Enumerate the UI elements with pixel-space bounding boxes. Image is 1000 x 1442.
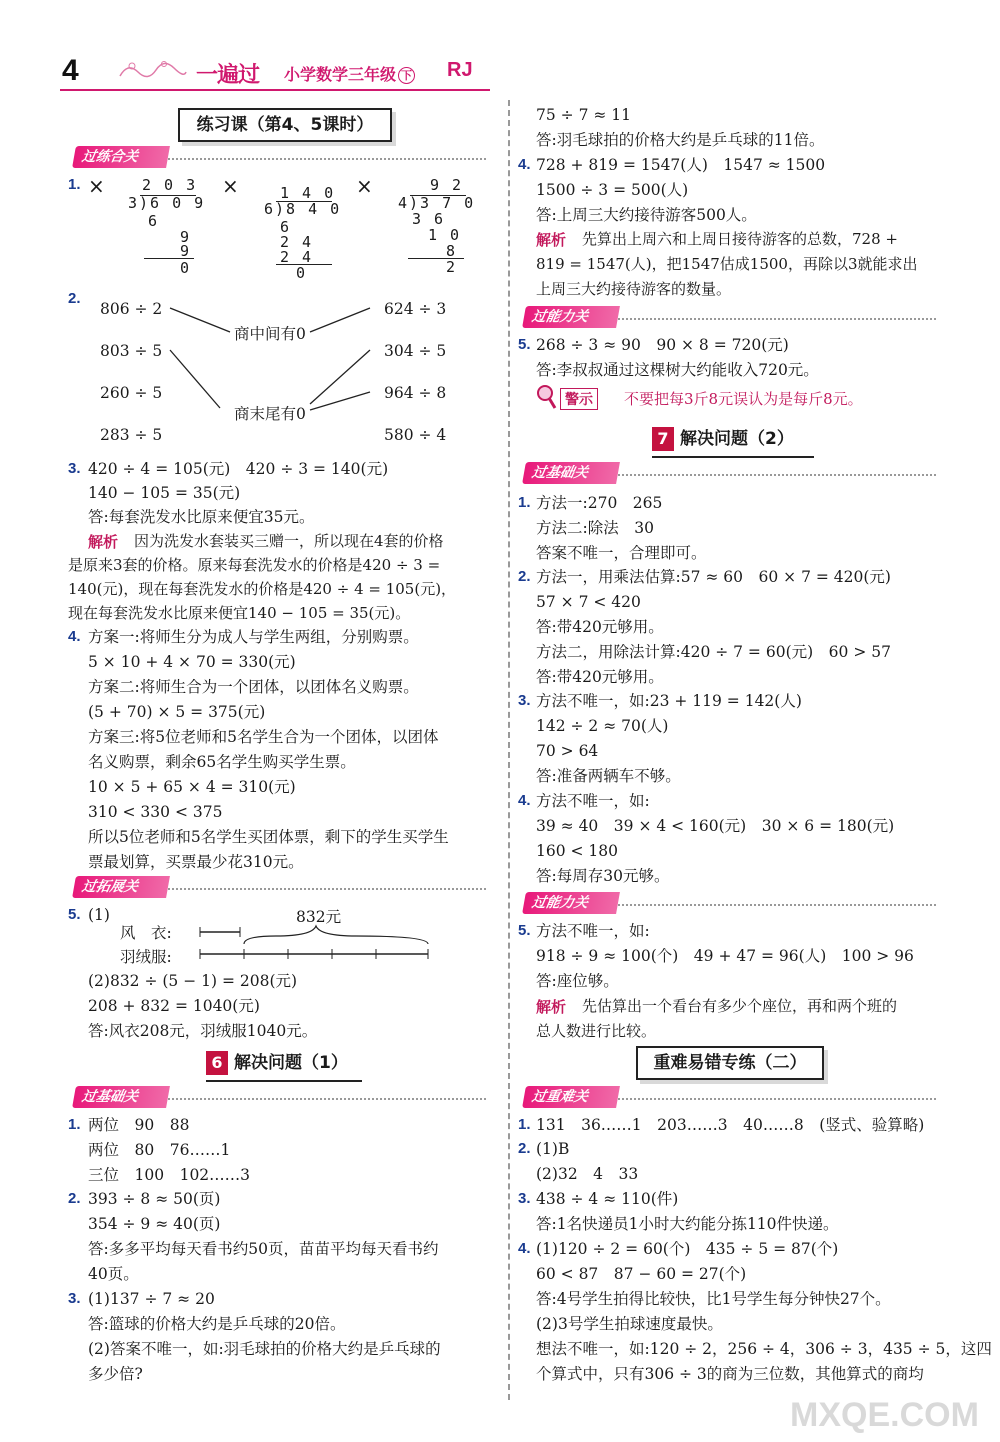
question-number: 3. <box>68 460 81 477</box>
question-number: 5. <box>518 922 531 939</box>
question-number: 4. <box>518 156 531 173</box>
division-step: 0 <box>180 259 192 277</box>
answer-line: (1) <box>88 906 110 924</box>
diagram-label: 羽绒服: <box>120 948 172 966</box>
answer-line: 方法二:除法 30 <box>536 519 654 537</box>
match-left-item: 806 ÷ 2 <box>100 300 163 318</box>
answer-line: 5 × 10 + 4 × 70 = 330(元) <box>88 653 296 671</box>
question-number: 2. <box>68 1190 81 1207</box>
answer-line: 答:带420元够用。 <box>536 668 664 686</box>
badge-basic: 过基础关 <box>72 1086 170 1108</box>
question-number: 4. <box>518 792 531 809</box>
analysis-label: 解析 <box>536 231 567 249</box>
division-step: 9 <box>180 228 192 246</box>
match-left-item: 283 ÷ 5 <box>100 426 163 444</box>
division-dividend: 3)6 0 9 <box>128 194 206 212</box>
answer-line: 60 < 87 87 − 60 = 27(个) <box>536 1265 747 1283</box>
division-bar <box>276 201 332 202</box>
answer-line: 名义购票，剩余65名学生购买学生票。 <box>88 753 356 771</box>
question-number: 1. <box>518 494 531 511</box>
match-category: 商中间有0 <box>234 325 306 343</box>
analysis-text: 先算出上周六和上周日接待游客的总数，728 + <box>582 230 898 248</box>
answer-line: 答:羽毛球拍的价格大约是乒乓球的11倍。 <box>536 131 825 149</box>
match-right-item: 304 ÷ 5 <box>384 342 447 360</box>
question-number: 2. <box>68 290 81 307</box>
question-number: 4. <box>68 628 81 645</box>
division-step: 6 <box>148 212 160 230</box>
answer-line: 答:座位够。 <box>536 972 619 990</box>
answer-line: 方案三:将5位老师和5名学生合为一个团体，以团体 <box>88 728 439 746</box>
answer-line: 答:4号学生拍得比较快，比1号学生每分钟快27个。 <box>536 1290 891 1308</box>
question-number: 5. <box>518 336 531 353</box>
answer-line: 268 ÷ 3 ≈ 90 90 × 8 = 720(元) <box>536 336 789 354</box>
answer-line: 208 + 832 = 1040(元) <box>88 997 260 1015</box>
question-number: 2. <box>518 568 531 585</box>
analysis-text: 总人数进行比较。 <box>536 1022 657 1040</box>
answer-line: 728 + 819 = 1547(人) 1547 ≈ 1500 <box>536 156 826 174</box>
question-number: 3. <box>518 692 531 709</box>
answer-line: 75 ÷ 7 ≈ 11 <box>536 106 631 124</box>
answer-line: 答:每周存30元够。 <box>536 867 670 885</box>
analysis-text: 是原来3套的价格。原来每套洗发水的价格是420 ÷ 3 = <box>68 556 441 574</box>
answer-line: 40页。 <box>88 1265 139 1283</box>
badge-ability: 过能力关 <box>522 892 620 914</box>
analysis-text: 上周三大约接待游客的数量。 <box>536 280 732 298</box>
answer-line: 1500 ÷ 3 = 500(人) <box>536 181 689 199</box>
wrong-mark-icon: × <box>88 174 105 198</box>
match-right-item: 580 ÷ 4 <box>384 426 447 444</box>
answer-line: 142 ÷ 2 ≈ 70(人) <box>536 717 669 735</box>
answer-line: 310 < 330 < 375 <box>88 803 223 821</box>
answer-line: 918 ÷ 9 ≈ 100(个) 49 + 47 = 96(人) 100 > 96 <box>536 947 914 965</box>
division-bar <box>140 195 196 196</box>
wrong-mark-icon: × <box>222 174 239 198</box>
answer-line: 方法二，用除法计算:420 ÷ 7 = 60(元) 60 > 57 <box>536 643 891 661</box>
division-quotient: 1 4 0 <box>280 184 336 202</box>
answer-line: 三位 100 102……3 <box>88 1166 251 1184</box>
section-rule <box>168 1098 486 1100</box>
answer-line: 160 < 180 <box>536 842 619 860</box>
badge-ability: 过能力关 <box>522 306 620 328</box>
brand-logo: 一遍过 <box>196 63 260 88</box>
match-left-item: 803 ÷ 5 <box>100 342 163 360</box>
header-rule <box>60 89 490 91</box>
division-step: 8 <box>446 242 458 260</box>
question-number: 3. <box>518 1190 531 1207</box>
question-number: 1. <box>68 176 81 193</box>
answer-line: 答:1名快递员1小时大约能分拣110件快递。 <box>536 1215 839 1233</box>
analysis-text: 先估算出一个看台有多少个座位，再和两个班的 <box>582 997 898 1015</box>
answer-line: 答:篮球的价格大约是乒乓球的20倍。 <box>88 1315 346 1333</box>
answer-line: 393 ÷ 8 ≈ 50(页) <box>88 1190 221 1208</box>
match-left-item: 260 ÷ 5 <box>100 384 163 402</box>
section-title-problem-2: 7 解决问题（2） <box>652 424 814 454</box>
match-right-item: 624 ÷ 3 <box>384 300 447 318</box>
division-quotient: 2 0 3 <box>142 176 198 194</box>
analysis-label: 解析 <box>88 533 119 551</box>
section-title-key-errors: 重难易错专练（二） <box>636 1046 824 1080</box>
answer-line: (1)120 ÷ 2 = 60(个) 435 ÷ 5 = 87(个) <box>536 1240 839 1258</box>
section-rule <box>618 474 936 476</box>
badge-practice: 过练合关 <box>72 146 170 168</box>
question-number: 3. <box>68 1290 81 1307</box>
answer-line: 答:准备两辆车不够。 <box>536 767 681 785</box>
answer-line: 答:多多平均每天看书约50页，苗苗平均每天看书约 <box>88 1240 439 1258</box>
magnifier-icon <box>536 384 558 410</box>
answer-line: 354 ÷ 9 ≈ 40(页) <box>88 1215 221 1233</box>
analysis-label: 解析 <box>536 998 567 1016</box>
division-step: 1 0 <box>428 226 462 244</box>
page-number: 4 <box>62 54 79 87</box>
warning-text: 不要把每3斤8元误认为是每斤8元。 <box>624 390 863 408</box>
section-rule <box>168 158 486 160</box>
warning-label: 警示 <box>560 388 598 410</box>
volume-badge: 下 <box>398 67 415 84</box>
decorative-swirl-icon <box>118 58 188 84</box>
answer-line: 140 − 105 = 35(元) <box>88 484 241 502</box>
answer-line: (1)B <box>536 1140 570 1158</box>
answer-line: 57 × 7 < 420 <box>536 593 641 611</box>
answer-line: (2)32 4 33 <box>536 1165 639 1183</box>
answer-line: 票最划算，买票最少花310元。 <box>88 853 304 871</box>
line-segment-diagram <box>196 920 436 960</box>
edition-label: RJ <box>447 59 473 81</box>
section-rule <box>168 888 486 890</box>
answer-line: 方案二:将师生合为一个团体，以团体名义购票。 <box>88 678 419 696</box>
badge-extension: 过拓展关 <box>72 876 170 898</box>
answer-line: (1)137 ÷ 7 ≈ 20 <box>88 1290 215 1308</box>
section-rule <box>618 318 936 320</box>
diagram-label: 风 衣: <box>120 924 172 942</box>
division-step: 2 4 <box>280 248 314 266</box>
answer-line: 方法一:270 265 <box>536 494 663 512</box>
answer-line: 438 ÷ 4 ≈ 110(件) <box>536 1190 679 1208</box>
question-number: 1. <box>518 1116 531 1133</box>
section-title-practice: 练习课（第4、5课时） <box>178 108 392 142</box>
question-number: 5. <box>68 906 81 923</box>
match-right-item: 964 ÷ 8 <box>384 384 447 402</box>
question-number: 1. <box>68 1116 81 1133</box>
answer-line: 10 × 5 + 65 × 4 = 310(元) <box>88 778 296 796</box>
answer-line: (5 + 70) × 5 = 375(元) <box>88 703 266 721</box>
division-dividend: 4)3 7 0 <box>398 194 476 212</box>
answer-line: 方法一，用乘法估算:57 ≈ 60 60 × 7 = 420(元) <box>536 568 891 586</box>
answer-line: (2)3号学生拍球速度最快。 <box>536 1315 723 1333</box>
answer-line: 420 ÷ 4 = 105(元) 420 ÷ 3 = 140(元) <box>88 460 389 478</box>
analysis-text: 现在每套洗发水比原来便宜140 − 105 = 35(元)。 <box>68 604 411 622</box>
question-number: 2. <box>518 1140 531 1157</box>
answer-line: 方法不唯一，如: <box>536 922 650 940</box>
analysis-text: 819 = 1547(人)，把1547估成1500，再除以3就能求出 <box>536 255 918 273</box>
badge-basic: 过基础关 <box>522 462 620 484</box>
watermark: MXQE.COM <box>790 1396 979 1434</box>
wrong-mark-icon: × <box>356 174 373 198</box>
answer-line: 70 > 64 <box>536 742 599 760</box>
answer-line: 想法不唯一，如:120 ÷ 2，256 ÷ 4，306 ÷ 3，435 ÷ 5，这四 <box>536 1340 992 1358</box>
header-title: 小学数学三年级 下 <box>284 62 417 85</box>
analysis-text: 因为洗发水套装买三赠一，所以现在4套的价格 <box>134 532 444 550</box>
answer-line: 方法不唯一，如:23 + 119 = 142(人) <box>536 692 802 710</box>
division-step: 2 <box>446 258 458 276</box>
answer-line: 答:李叔叔通过这棵树大约能收入720元。 <box>536 361 819 379</box>
question-number: 4. <box>518 1240 531 1257</box>
answer-line: 答:风衣208元，羽绒服1040元。 <box>88 1022 318 1040</box>
answer-line: 个算式中，只有306 ÷ 3的商为三位数，其他算式的商均 <box>536 1365 924 1383</box>
answer-line: (2)答案不唯一，如:羽毛球拍的价格大约是乒乓球的 <box>88 1340 441 1358</box>
section-rule <box>618 904 936 906</box>
matching-lines <box>150 300 390 430</box>
diagram-total: 832元 <box>296 908 342 926</box>
section-rule <box>618 1098 936 1100</box>
answer-line: 答:每套洗发水比原来便宜35元。 <box>88 508 315 526</box>
division-step: 6 <box>280 218 292 236</box>
division-quotient: 9 2 <box>430 176 464 194</box>
answer-line: (2)832 ÷ (5 − 1) = 208(元) <box>88 972 298 990</box>
badge-difficult: 过重难关 <box>522 1086 620 1108</box>
answer-line: 39 ≈ 40 39 × 4 < 160(元) 30 × 6 = 180(元) <box>536 817 895 835</box>
division-step: 2 4 <box>280 233 314 251</box>
analysis-text: 140(元)，现在每套洗发水的价格是420 ÷ 4 = 105(元)， <box>68 580 457 598</box>
section-title-problem-1: 6 解决问题（1） <box>206 1048 362 1078</box>
match-category: 商末尾有0 <box>234 405 306 423</box>
division-dividend: 6)8 4 0 <box>264 200 342 218</box>
answer-line: 方案一:将师生分为成人与学生两组，分别购票。 <box>88 628 419 646</box>
column-divider <box>508 100 510 1400</box>
division-step: 3 6 <box>412 210 446 228</box>
answer-line: 多少倍? <box>88 1365 143 1383</box>
division-bar <box>410 195 466 196</box>
answer-line: 答:上周三大约接待游客500人。 <box>536 206 757 224</box>
answer-line: 答:带420元够用。 <box>536 618 664 636</box>
answer-line: 131 36……1 203……3 40……8 (竖式、验算略) <box>536 1116 925 1134</box>
answer-line: 两位 80 76……1 <box>88 1141 231 1159</box>
answer-line: 所以5位老师和5名学生买团体票，剩下的学生买学生 <box>88 828 449 846</box>
answer-line: 答案不唯一，合理即可。 <box>536 544 707 562</box>
division-step: 0 <box>296 264 308 282</box>
division-step: 9 <box>180 242 192 260</box>
answer-line: 方法不唯一，如: <box>536 792 650 810</box>
answer-line: 两位 90 88 <box>88 1116 190 1134</box>
